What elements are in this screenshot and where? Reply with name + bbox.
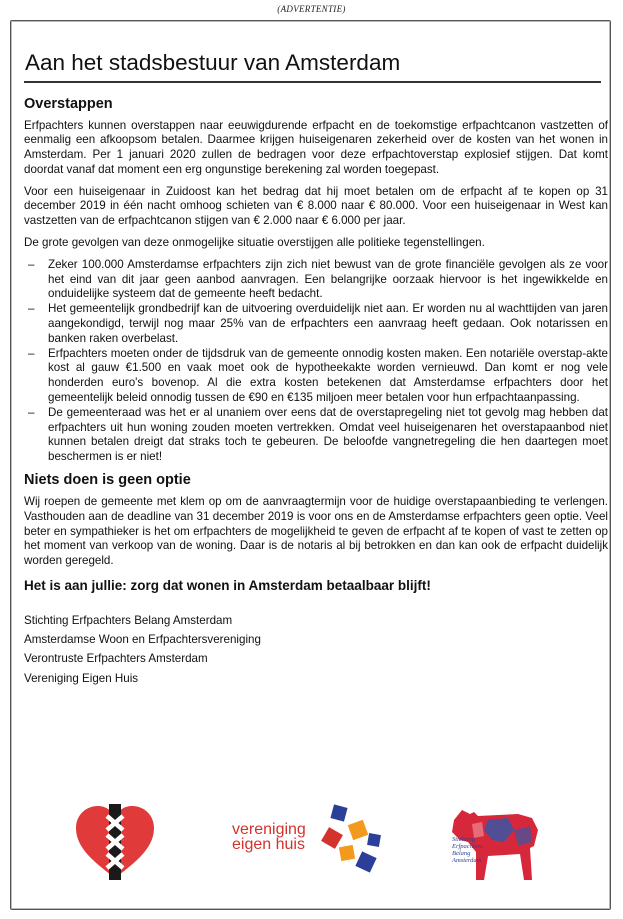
logo-caption-line: Stichting (452, 836, 476, 843)
list-item-text: Het gemeentelijk grondbedrijf kan de uitvoering overduidelijk niet aan. Er worden nu al wachttijden van jaren aangekondigd, terwijl nog maar 25% van de erfpachters een aanvraag heeft gedaan. Ook notarissen en banken raken overbelast. (48, 302, 608, 345)
logo-caption-line: Erfpachters (452, 843, 483, 850)
ad-content (24, 48, 608, 688)
advertisement-label: (ADVERTENTIE) (277, 4, 346, 14)
logo-text-line: eigen huis (232, 836, 305, 853)
dash-bullet: – (28, 405, 35, 419)
bullet-list (24, 258, 608, 465)
paragraph: Wij roepen de gemeente met klem op om de aanvraagtermijn voor de huidige overstapaanbieding te verlengen. Vasthouden aan de deadline van 31 december 2019 is voor ons en de Amsterdamse erfpachters geen optie. Veel beter en sympathieker is het om erfpachters de mogelijkheid te geven de erfpacht af te kopen of vast te zetten op het moment van verkoop van de woning. Daar is de notaris al bij betrokken en dan kan ook de erfpacht duidelijk worden geregeld. (24, 495, 608, 568)
list-item-text: De gemeenteraad was het er al unaniem over eens dat de overstapregeling niet tot gevolg mag hebben dat erfpachters uit hun woning zouden moeten vertrekken. Omdat veel huiseigenaren het overstapaanbod niet kunnen betalen dreigt dat straks toch te gebeuren. De beloofde vangnetregeling die hen daartegen moet beschermen is er niet! (48, 405, 608, 464)
logo-caption-line: Belang (452, 850, 471, 857)
section-heading-overstappen: Overstappen (24, 95, 113, 112)
signatory: Verontruste Erfpachters Amsterdam (24, 652, 208, 666)
signatory: Vereniging Eigen Huis (24, 671, 139, 685)
logo-text-line: vereniging (232, 821, 306, 838)
paragraph: De grote gevolgen van deze onmogelijke situatie overstijgen alle politieke tegenstellingen. (24, 236, 485, 250)
vereniging-eigen-huis-logo (232, 820, 392, 892)
logo-row (0, 798, 623, 898)
logo-caption (452, 836, 483, 864)
dash-bullet: – (28, 257, 35, 271)
signatory-list (24, 611, 608, 688)
list-item (24, 347, 608, 406)
paragraph: Erfpachters kunnen overstappen naar eeuwigdurende erfpacht en de toekomstige erfpachtcanon vastzetten of eenmalig een afkoopsom betalen. Daarmee krijgen huiseigenaren zekerheid over de kosten van het wonen in Amsterdam. Per 1 januari 2020 zullen de bedragen voor deze erfpachtoverstap explosief stijgen. Dat komt doordat vanaf dat moment een erg ongunstige berekening zal worden toegepast. (24, 118, 608, 176)
section-heading-niets-doen: Niets doen is geen optie (24, 472, 191, 489)
call-to-action: Het is aan jullie: zorg dat wonen in Amsterdam betaalbaar blijft! (24, 578, 431, 594)
dash-bullet: – (28, 302, 35, 316)
heart-xxx-logo (74, 804, 156, 880)
stichting-erfpachters-belang-logo (448, 802, 548, 892)
house-blocks-icon (320, 804, 386, 874)
list-item (24, 302, 608, 346)
list-item-text: Zeker 100.000 Amsterdamse erfpachters zijn zich niet bewust van de grote financiële gevolgen als ze voor het eind van dit jaar geen aanbod aanvragen. Een belangrijke oorzaak hiervoor is het ingewikkelde en onduidelijke systeem dat de gemeente heeft bedacht. (48, 257, 608, 301)
logo-caption-line: Amsterdam (452, 857, 482, 864)
list-item (24, 258, 608, 302)
dash-bullet: – (28, 346, 35, 360)
page-title: Aan het stadsbestuur van Amsterdam (25, 50, 401, 75)
list-item (24, 406, 608, 465)
signatory: Amsterdamse Woon en Erfpachtersvereniging (24, 633, 261, 647)
paragraph: Voor een huiseigenaar in Zuidoost kan het bedrag dat hij moet betalen om de erfpacht af te kopen op 31 december 2019 in één nacht omhoog schieten van € 8.000 naar € 80.000. Voor een huiseigenaar in West kan vastzetten van de erfpachtcanon stijgen van € 2.000 naar € 6.000 per jaar. (24, 184, 608, 228)
title-divider (24, 81, 601, 83)
list-item-text: Erfpachters moeten onder de tijdsdruk van de gemeente onnodig kosten maken. Een notariële overstap-akte kost al gauw €1.500 en vaak moet ook de hypotheekakte worden vernieuwd. Dan komt er nog vele honderden euro's bovenop. Al die extra kosten betekenen dat Amsterdamse erfpachters door het gemeentelijk beleid onnodig tussen de €90 en €135 miljoen meer betalen voor hun erfpachtaanpassing. (48, 346, 608, 405)
signatory: Stichting Erfpachters Belang Amsterdam (24, 614, 233, 628)
